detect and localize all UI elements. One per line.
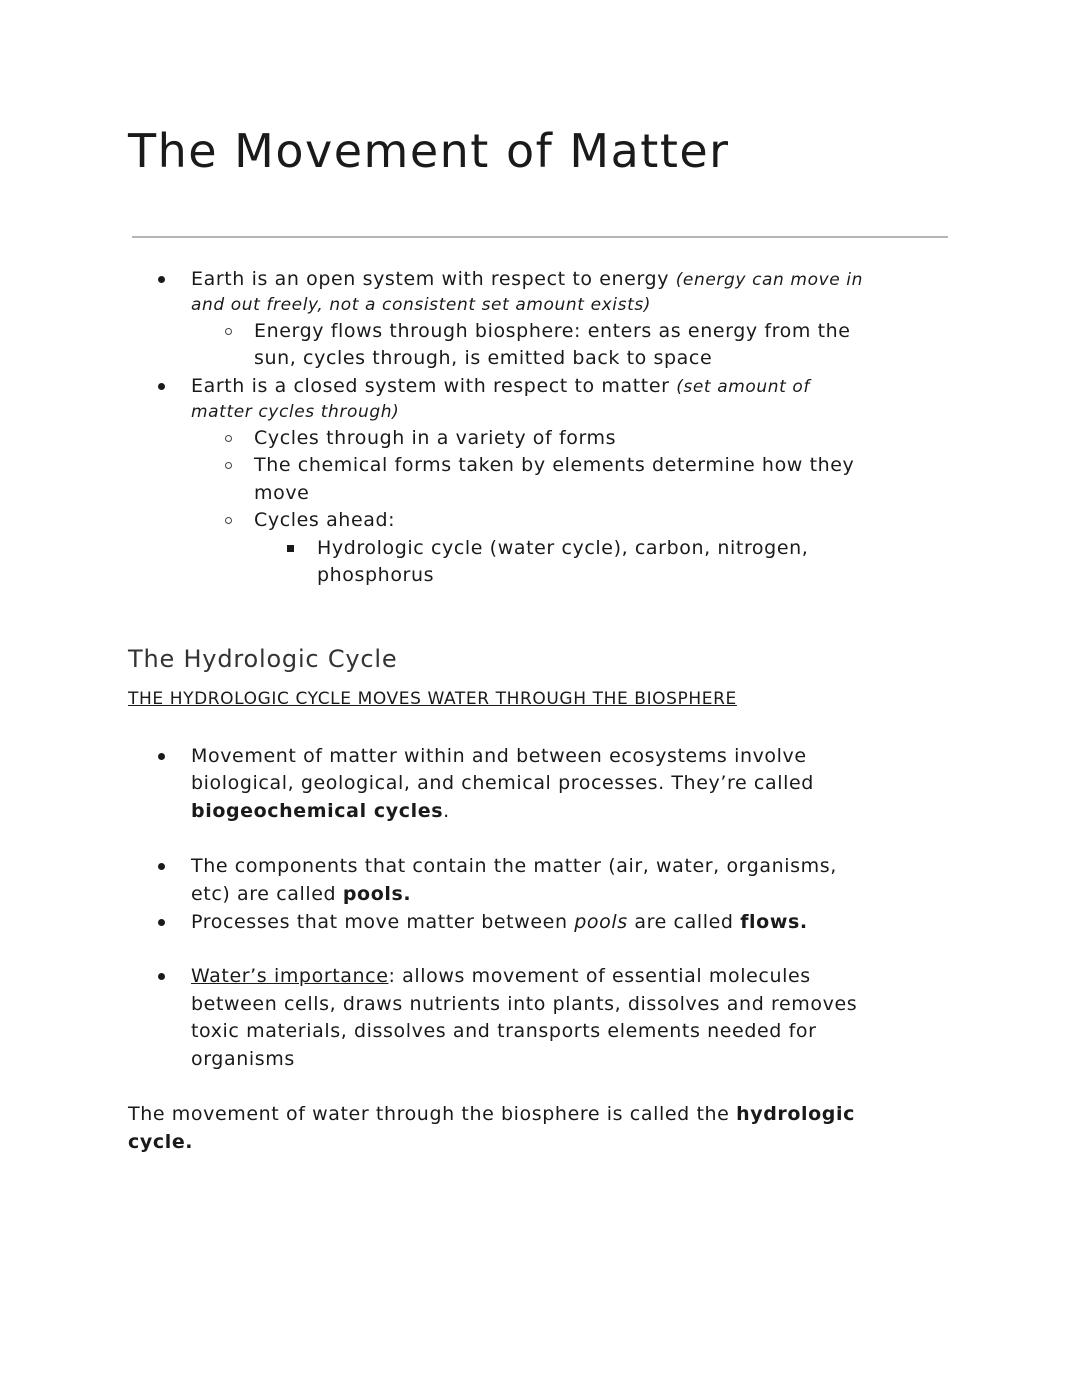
- list-item-note: (set amount of: [676, 377, 810, 397]
- sub-list-item-continued: move: [254, 482, 310, 504]
- paragraph-text: The movement of water through the biosphere is called the: [128, 1103, 730, 1125]
- list-item-text: : allows movement of essential molecules: [388, 965, 811, 987]
- list-item: [191, 909, 808, 936]
- list-item-note: (energy can move in: [675, 270, 863, 290]
- circle-bullet-icon: [225, 517, 232, 524]
- sub-sub-list-item-continued: phosphorus: [317, 564, 435, 586]
- list-item-continued: [191, 798, 450, 825]
- section-subheading: THE HYDROLOGIC CYCLE MOVES WATER THROUGH THE BIOSPHERE: [128, 689, 737, 709]
- bullet-icon: [158, 919, 165, 926]
- circle-bullet-icon: [225, 435, 232, 442]
- list-item-text: Earth is an open system with respect to energy: [191, 268, 670, 290]
- list-item-continued: [191, 881, 411, 908]
- key-term: biogeochemical cycles: [191, 800, 444, 822]
- bullet-icon: [158, 276, 165, 283]
- horizontal-divider: [132, 236, 948, 238]
- list-item: [191, 963, 811, 990]
- underlined-term: Water’s importance: [191, 965, 389, 987]
- bullet-icon: [158, 753, 165, 760]
- key-term: flows.: [740, 911, 808, 933]
- list-item: Movement of matter within and between ecosystems involve: [191, 745, 807, 767]
- list-item-note-continued: matter cycles through): [191, 402, 400, 422]
- sub-list-item: The chemical forms taken by elements determine how they: [254, 454, 855, 476]
- bullet-icon: [158, 383, 165, 390]
- list-item: [191, 266, 863, 294]
- list-item-text: Earth is a closed system with respect to matter: [191, 375, 670, 397]
- key-term: pools.: [342, 883, 412, 905]
- list-item: The components that contain the matter (air, water, organisms,: [191, 855, 837, 877]
- page-title: The Movement of Matter: [128, 124, 730, 178]
- sub-list-item-continued: sun, cycles through, is emitted back to space: [254, 347, 713, 369]
- list-item-note-continued: and out freely, not a consistent set amount exists): [191, 295, 652, 315]
- list-item: [191, 373, 810, 401]
- sub-list-item: Energy flows through biosphere: enters as energy from the: [254, 320, 851, 342]
- list-item-text: Processes that move matter between: [191, 911, 568, 933]
- list-item-continued: biological, geological, and chemical processes. They’re called: [191, 772, 814, 794]
- list-item-continued: toxic materials, dissolves and transports elements needed for: [191, 1020, 817, 1042]
- square-bullet-icon: [287, 545, 294, 552]
- sub-list-item: Cycles ahead:: [254, 509, 396, 531]
- key-term: hydrologic: [736, 1103, 855, 1125]
- bullet-icon: [158, 973, 165, 980]
- bullet-icon: [158, 863, 165, 870]
- list-item-end: .: [443, 800, 450, 822]
- circle-bullet-icon: [225, 462, 232, 469]
- section-heading: The Hydrologic Cycle: [128, 645, 398, 673]
- list-item-continued: organisms: [191, 1048, 295, 1070]
- sub-list-item: Cycles through in a variety of forms: [254, 427, 617, 449]
- closing-paragraph: [128, 1101, 855, 1128]
- list-item-continued: between cells, draws nutrients into plants, dissolves and removes: [191, 993, 858, 1015]
- list-item-text: are called: [634, 911, 734, 933]
- circle-bullet-icon: [225, 328, 232, 335]
- closing-paragraph-continued: cycle.: [128, 1131, 194, 1153]
- sub-sub-list-item: Hydrologic cycle (water cycle), carbon, nitrogen,: [317, 537, 809, 559]
- list-item-text: etc) are called: [191, 883, 337, 905]
- emphasis: pools: [574, 911, 628, 933]
